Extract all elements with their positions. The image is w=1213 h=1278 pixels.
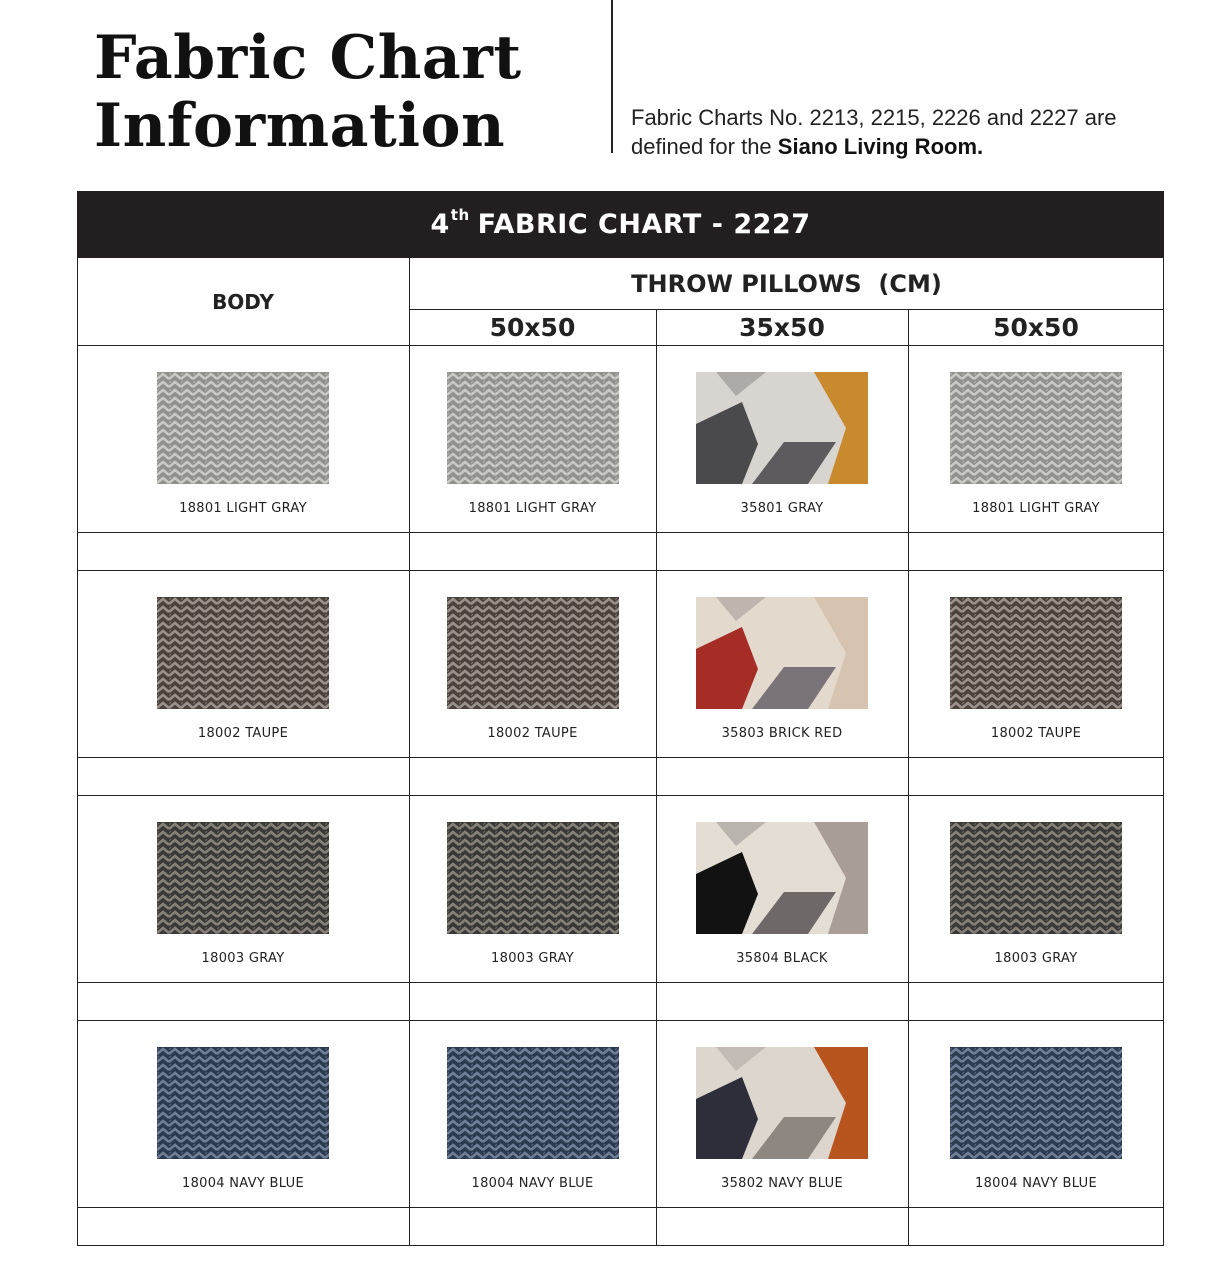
table-rule [77,757,1164,758]
table-rule [77,982,1164,983]
pillow-size-header-1: 50x50 [489,312,576,342]
fabric-label: 35803 BRICK RED [721,726,843,741]
fabric-swatch-image [447,597,619,709]
fabric-chart-table [77,191,1164,1247]
fabric-label: 18003 GRAY [491,951,574,966]
intro-room-name: Siano Living Room. [777,134,984,159]
fabric-label: 18002 TAUPE [487,726,578,741]
fabric-cell [908,346,1164,532]
fabric-swatch-image [447,372,619,484]
fabric-swatch-image [696,597,868,709]
page-title-line-2: Information [94,91,506,161]
body-column-header: BODY [212,289,274,314]
fabric-label: 18003 GRAY [201,951,285,966]
pillow-size-header-2: 35x50 [739,312,825,342]
fabric-cell [409,1021,656,1207]
table-rule [409,309,1164,310]
fabric-label: 18801 LIGHT GRAY [972,501,1100,516]
page-title [94,24,522,160]
fabric-label: 35801 GRAY [740,501,824,516]
fabric-cell [77,571,409,757]
fabric-swatch-image [696,1047,868,1159]
fabric-cell [656,796,908,982]
fabric-label: 18004 NAVY BLUE [471,1176,594,1191]
page-title-line-1: Fabric Chart [94,23,522,93]
intro-text [631,103,1191,161]
fabric-cell [77,796,409,982]
fabric-cell [908,796,1164,982]
fabric-cell [77,346,409,532]
fabric-swatch-image [696,372,868,484]
header-divider [611,0,613,153]
fabric-swatch-image [157,372,329,484]
throw-pillows-header: THROW PILLOWS (CM) [631,269,942,298]
intro-body: Fabric Charts No. 2213, 2215, 2226 and 2227 are defined for the [631,105,1117,159]
fabric-cell [656,571,908,757]
fabric-swatch-image [950,1047,1122,1159]
fabric-swatch-image [447,1047,619,1159]
fabric-swatch-image [157,822,329,934]
fabric-label: 18002 TAUPE [990,726,1082,741]
fabric-cell [409,346,656,532]
fabric-cell [656,346,908,532]
fabric-chart-number: 4 [430,209,450,240]
fabric-label: 18004 NAVY BLUE [975,1176,1097,1191]
fabric-swatch-image [950,822,1122,934]
fabric-label: 18801 LIGHT GRAY [468,501,597,516]
table-rule [77,1207,1164,1208]
fabric-chart-title [77,191,1164,258]
fabric-cell [409,571,656,757]
fabric-chart-ordinal: th [450,205,470,224]
table-rule [77,532,1164,533]
fabric-cell [908,1021,1164,1207]
fabric-label: 18003 GRAY [994,951,1078,966]
fabric-cell [409,796,656,982]
fabric-label: 35804 BLACK [736,951,828,966]
fabric-label: 35802 NAVY BLUE [721,1176,843,1191]
fabric-chart-title-text: FABRIC CHART - 2227 [477,209,811,240]
fabric-label: 18801 LIGHT GRAY [179,501,307,516]
pillow-size-header-3: 50x50 [993,312,1079,342]
fabric-swatch-image [950,597,1122,709]
fabric-swatch-image [696,822,868,934]
fabric-cell [908,571,1164,757]
table-rule [77,1245,1164,1246]
fabric-swatch-image [157,597,329,709]
fabric-cell [656,1021,908,1207]
fabric-label: 18002 TAUPE [197,726,289,741]
fabric-cell [77,1021,409,1207]
fabric-swatch-image [157,1047,329,1159]
fabric-label: 18004 NAVY BLUE [182,1176,304,1191]
fabric-swatch-image [950,372,1122,484]
fabric-swatch-image [447,822,619,934]
